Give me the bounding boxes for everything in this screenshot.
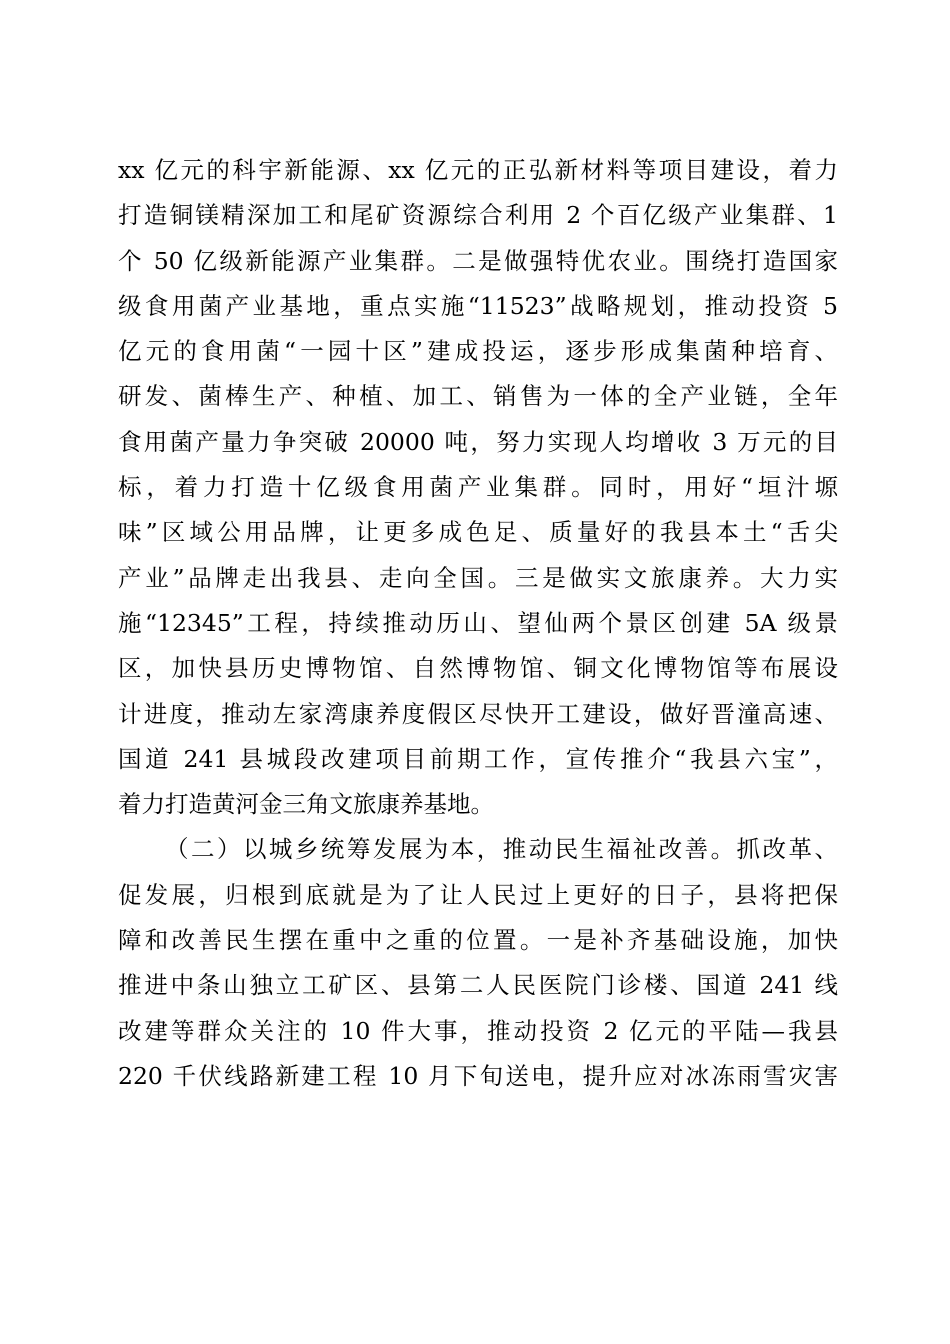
text-line: 改建等群众关注的 10 件大事，推动投资 2 亿元的平陆—我县 bbox=[118, 1016, 838, 1045]
text-line: 计进度，推动左家湾康养度假区尽快开工建设，做好晋潼高速、 bbox=[118, 699, 838, 728]
text-line: xx 亿元的科宇新能源、xx 亿元的正弘新材料等项目建设，着力 bbox=[118, 156, 838, 184]
text-line: 食用菌产量力争突破 20000 吨，努力实现人均增收 3 万元的目 bbox=[118, 427, 838, 456]
text-line: 220 千伏线路新建工程 10 月下旬送电，提升应对冰冻雨雪灾害 bbox=[118, 1061, 838, 1090]
text-line: 促发展，归根到底就是为了让人民过上更好的日子，县将把保 bbox=[118, 880, 838, 909]
text-line: 国道 241 县城段改建项目前期工作，宣传推介“我县六宝”， bbox=[118, 744, 838, 773]
text-line: 标，着力打造十亿级食用菌产业集群。同时，用好“垣汁塬 bbox=[118, 473, 838, 502]
text-line: 产业”品牌走出我县、走向全国。三是做实文旅康养。大力实 bbox=[118, 563, 838, 592]
text-line: 亿元的食用菌“一园十区”建成投运，逐步形成集菌种培育、 bbox=[118, 337, 838, 366]
text-line: 打造铜镁精深加工和尾矿资源综合利用 2 个百亿级产业集群、1 bbox=[118, 201, 838, 230]
text-line: 障和改善民生摆在重中之重的位置。一是补齐基础设施，加快 bbox=[118, 926, 838, 955]
body-text bbox=[118, 148, 838, 1099]
text-line: 个 50 亿级新能源产业集群。二是做强特优农业。围绕打造国家 bbox=[118, 246, 838, 275]
section-heading-line: （二）以城乡统筹发展为本，推动民生福祉改善。抓改革、 bbox=[165, 835, 838, 864]
text-line: 味”区域公用品牌，让更多成色足、质量好的我县本土“舌尖 bbox=[118, 518, 838, 547]
text-line: 级食用菌产业基地，重点实施“11523”战略规划，推动投资 5 bbox=[118, 291, 838, 320]
text-line: 区，加快县历史博物馆、自然博物馆、铜文化博物馆等布展设 bbox=[118, 654, 838, 683]
text-line: 着力打造黄河金三角文旅康养基地。 bbox=[118, 790, 494, 819]
text-line: 推进中条山独立工矿区、县第二人民医院门诊楼、国道 241 线 bbox=[118, 971, 838, 1000]
text-line: 施“12345”工程，持续推动历山、望仙两个景区创建 5A 级景 bbox=[118, 608, 838, 637]
text-line: 研发、菌棒生产、种植、加工、销售为一体的全产业链，全年 bbox=[118, 382, 838, 411]
